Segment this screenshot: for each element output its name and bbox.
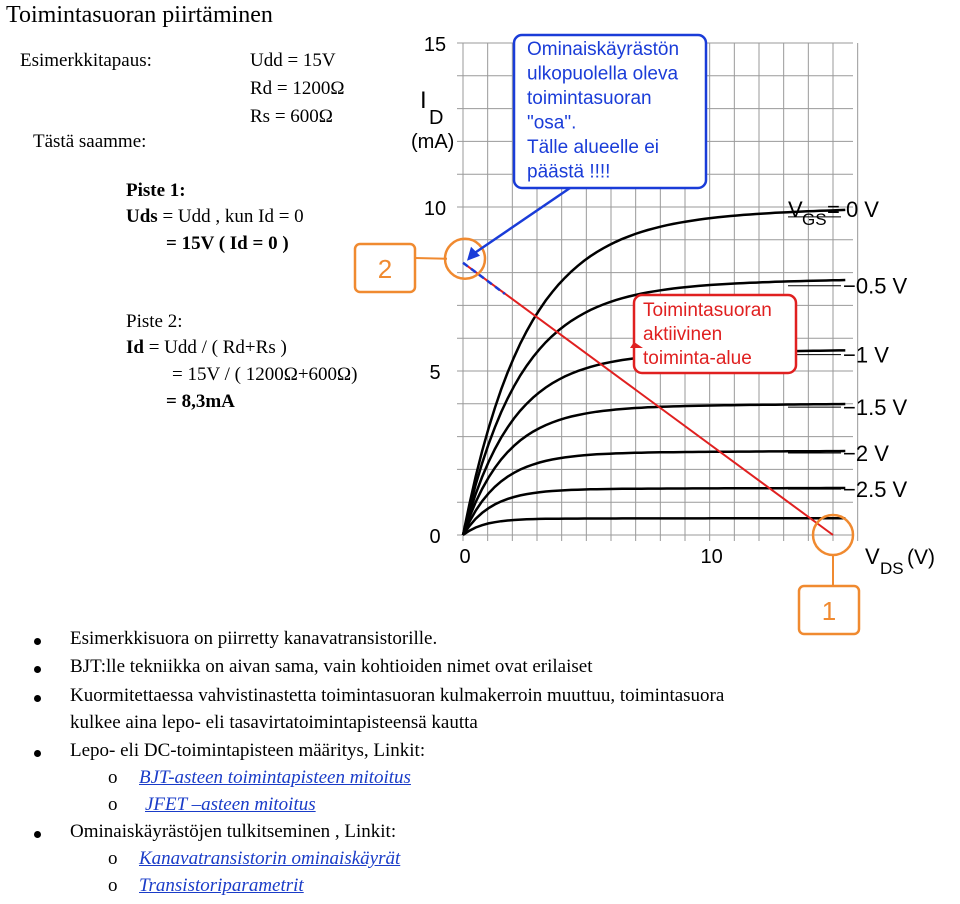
page-title: Toimintasuoran piirtäminen [6,2,273,28]
x-axis-label-sub: DS [880,559,904,578]
point1-heading: Piste 1: [126,180,186,201]
bullet-dot [34,666,41,673]
marker1-label: 1 [821,596,837,626]
point2-line3: = 8,3mA [166,391,235,412]
x-axis-unit: (V) [907,546,935,569]
y-axis-label: I [420,87,427,114]
x-tick-label: 0 [459,546,471,568]
series-label: −1.5 V [843,395,908,421]
marker2-pointer [415,258,447,259]
jfet-characteristic-chart [345,30,960,640]
point2-id: Id [126,337,144,358]
red-callout-line: toiminta-alue [643,348,752,369]
blue-callout-line: Tälle alueelle ei [527,137,660,158]
y-tick-label: 15 [423,34,447,56]
y-tick-label: 10 [423,198,447,220]
sub-marker: o [108,794,118,815]
bullet-text: Lepo- eli DC-toimintapisteen määritys, Linkit: [70,740,426,761]
blue-callout-line: Ominaiskäyrästön [527,39,680,60]
point1-uds: Uds [126,206,158,227]
y-tick-label: 5 [429,362,441,384]
series-label: −2.5 V [843,477,908,503]
bullet-text: BJT:lle tekniikka on aivan sama, vain kohtioiden nimet ovat erilaiset [70,656,593,677]
link-bjt-operating-point[interactable]: BJT-asteen toimintapisteen mitoitus [139,767,411,788]
series-label: −2 V [843,441,889,466]
sub-marker: o [108,875,118,896]
point2-line1-rest: = Udd / ( Rd+Rs ) [143,337,287,358]
blue-callout-line: ulkopuolella oleva [527,63,679,85]
x-tick-label: 10 [700,546,723,568]
bullet-text-cont: kulkee aina lepo- eli tasavirtatoimintapisteensä kautta [70,712,478,733]
sub-marker: o [108,848,118,869]
series-label: V [788,196,803,222]
y-tick-label: 0 [429,526,441,548]
blue-callout-line: toimintasuoran [527,88,652,109]
link-transistor-parameters[interactable]: Transistoriparametrit [139,875,304,896]
bullet-text: Ominaiskäyrästöjen tulkitseminen , Linkit: [70,821,397,842]
udd-value: Udd = 15V [250,50,336,71]
series-label: −1 V [843,342,889,368]
red-callout-line: aktiivinen [643,324,723,345]
blue-callout-line: "osa". [527,112,577,134]
point1-line2: = 15V ( Id = 0 ) [166,233,289,254]
bullet-text: Kuormitettaessa vahvistinastetta toimintasuoran kulmakerroin muuttuu, toimintasuora [70,685,725,706]
bullet-dot [34,638,41,645]
point1-line1 [126,206,304,228]
series-label-sub: GS [802,209,827,229]
x-axis-label: V [865,544,880,569]
point2-line1 [126,337,287,359]
series-label: −0.5 V [843,273,908,299]
y-axis-label-sub: D [429,107,444,129]
red-callout-line: Toimintasuoran [643,300,772,321]
we-get-label: Tästä saamme: [33,131,147,152]
bullet-dot [34,831,41,838]
link-jfet-dimensioning[interactable]: JFET –asteen mitoitus [145,794,316,815]
sub-marker: o [108,767,118,788]
y-axis-unit: (mA) [411,131,455,153]
bullet-text: Esimerkkisuora on piirretty kanavatransistorille. [70,628,438,649]
link-fet-characteristics[interactable]: Kanavatransistorin ominaiskäyrät [139,848,401,869]
blue-callout-line: päästä !!!! [527,161,611,183]
series-label-suffix: = 0 V [827,196,879,222]
marker2-label: 2 [377,254,393,284]
point2-heading: Piste 2: [126,311,183,332]
point1-line1-rest: = Udd , kun Id = 0 [157,206,304,227]
rs-value: Rs = 600Ω [250,106,333,127]
bullet-dot [34,695,41,702]
bullet-dot [34,750,41,757]
example-label: Esimerkkitapaus: [20,50,152,71]
rd-value: Rd = 1200Ω [250,78,345,99]
point2-line2: = 15V / ( 1200Ω+600Ω) [172,364,358,385]
